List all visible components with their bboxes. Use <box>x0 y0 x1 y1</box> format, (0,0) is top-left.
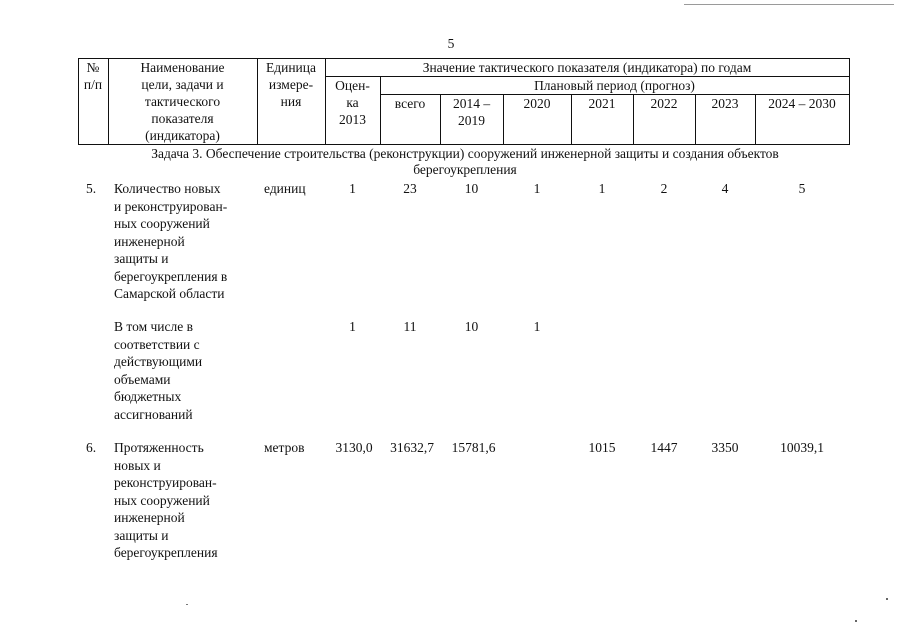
scan-edge-mark <box>684 4 894 5</box>
header-2020: 2020 <box>523 96 551 111</box>
row-unit: метров <box>264 440 305 455</box>
header-2014-2019: 2014 – 2019 <box>452 96 491 128</box>
header-values-title: Значение тактического показателя (индикатора) по годам <box>422 60 752 75</box>
scan-speck <box>186 604 188 605</box>
row-name: Количество новых и реконструирован- ных сооружений инженерной защиты и берегоукрепления в Самарской области <box>114 181 228 301</box>
row-2020: 1 <box>533 319 541 334</box>
header-plan-period: Плановый период (прогноз) <box>534 78 695 93</box>
header-2023: 2023 <box>711 96 739 111</box>
header-num: № п/п <box>83 60 103 92</box>
row-name: В том числе в соответствии с действующими объемами бюджетных ассигнований <box>114 319 203 422</box>
row-number: 5. <box>86 181 97 196</box>
header-unit: Единица измере- ния <box>265 60 316 109</box>
row-2020: 1 <box>533 181 541 196</box>
row-2014-2019: 15781,6 <box>451 440 496 455</box>
row-unit: единиц <box>264 181 306 196</box>
scan-speck <box>855 620 857 622</box>
row-estimate: 1 <box>349 319 356 334</box>
header-2021: 2021 <box>588 96 616 111</box>
row-2014-2019: 10 <box>464 181 479 196</box>
row-name: Протяженность новых и реконструирован- ных сооружений инженерной защиты и берегоукрепления <box>114 440 218 560</box>
row-total: 23 <box>403 181 417 196</box>
page-number: 5 <box>447 36 455 51</box>
row-2024-2030: 5 <box>798 181 806 196</box>
row-2021: 1 <box>598 181 606 196</box>
row-estimate: 3130,0 <box>335 440 373 455</box>
row-number: 6. <box>86 440 97 455</box>
header-total: всего <box>394 96 426 111</box>
row-total: 11 <box>403 319 417 334</box>
header-estimate: Оцен- ка 2013 <box>335 78 370 127</box>
row-2023: 4 <box>721 181 729 196</box>
row-2023: 3350 <box>711 440 739 455</box>
row-2022: 1447 <box>650 440 678 455</box>
task-title: Задача 3. Обеспечение строительства (реконструкции) сооружений инженерной защиты и создания объектов берегоукрепления <box>151 146 779 177</box>
header-2024-2030: 2024 – 2030 <box>768 96 836 111</box>
row-2024-2030: 10039,1 <box>780 440 824 455</box>
row-estimate: 1 <box>349 181 356 196</box>
row-2021: 1015 <box>588 440 616 455</box>
header-name: Наименование цели, задачи и тактического показателя (индикатора) <box>140 60 225 143</box>
row-2022: 2 <box>660 181 668 196</box>
header-2022: 2022 <box>650 96 678 111</box>
row-2014-2019: 10 <box>464 319 479 334</box>
scan-speck <box>886 598 888 600</box>
row-total: 31632,7 <box>390 440 434 455</box>
